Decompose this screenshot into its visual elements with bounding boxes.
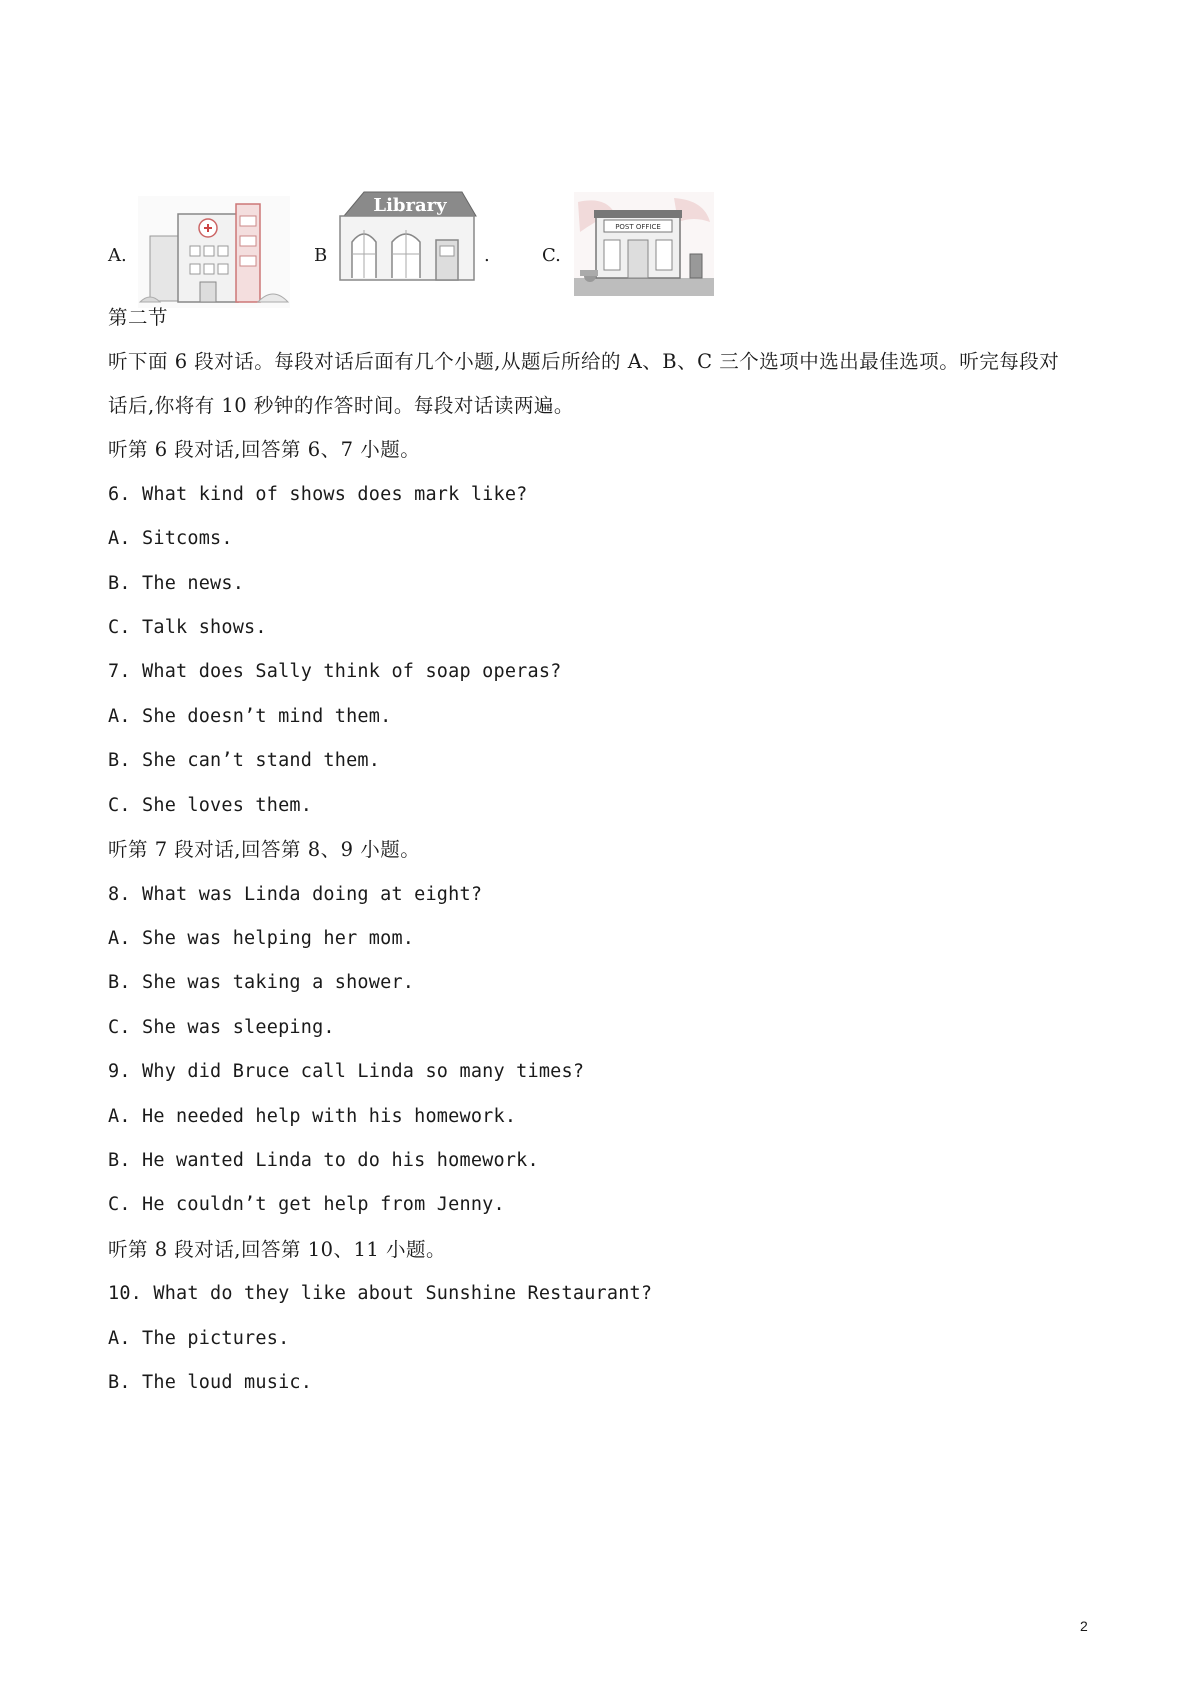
instructions-line-1: 听下面 6 段对话。每段对话后面有几个小题,从题后所给的 A、B、C 三个选项中选出最佳选项。听完每段对 xyxy=(108,350,1060,373)
q7-option-b: B. She can’t stand them. xyxy=(108,750,381,771)
picture-options xyxy=(108,196,1008,311)
section-title: 第二节 xyxy=(108,306,169,329)
q7-option-a: A. She doesn’t mind them. xyxy=(108,706,392,727)
q7-option-c: C. She loves them. xyxy=(108,795,313,816)
dialogue-6-heading: 听第 6 段对话,回答第 6、7 小题。 xyxy=(108,438,421,461)
q8-option-c: C. She was sleeping. xyxy=(108,1017,335,1038)
q8-option-a: A. She was helping her mom. xyxy=(108,928,415,949)
library-picture xyxy=(334,190,480,282)
trailing-dot: . xyxy=(484,245,490,266)
question-6: 6. What kind of shows does mark like? xyxy=(108,484,528,505)
page-number: 2 xyxy=(1080,1618,1088,1634)
question-8: 8. What was Linda doing at eight? xyxy=(108,884,483,905)
option-c-letter: C. xyxy=(542,245,561,266)
q10-option-b: B. The loud music. xyxy=(108,1372,313,1393)
q6-option-c: C. Talk shows. xyxy=(108,617,267,638)
option-a-letter: A. xyxy=(108,245,127,266)
q10-option-a: A. The pictures. xyxy=(108,1328,290,1349)
option-b-letter: B xyxy=(314,245,328,266)
question-10: 10. What do they like about Sunshine Restaurant? xyxy=(108,1283,653,1304)
q9-option-b: B. He wanted Linda to do his homework. xyxy=(108,1150,539,1171)
post-office-picture xyxy=(574,192,714,296)
instructions-line-2: 话后,你将有 10 秒钟的作答时间。每段对话读两遍。 xyxy=(108,394,574,417)
post-office-sign-text: POST OFFICE xyxy=(615,223,661,231)
library-sign-text: Library xyxy=(373,195,447,216)
dialogue-7-heading: 听第 7 段对话,回答第 8、9 小题。 xyxy=(108,838,421,861)
question-9: 9. Why did Bruce call Linda so many times? xyxy=(108,1061,585,1082)
q6-option-a: A. Sitcoms. xyxy=(108,528,233,549)
dialogue-8-heading: 听第 8 段对话,回答第 10、11 小题。 xyxy=(108,1238,447,1261)
q9-option-a: A. He needed help with his homework. xyxy=(108,1106,517,1127)
q6-option-b: B. The news. xyxy=(108,573,245,594)
question-7: 7. What does Sally think of soap operas? xyxy=(108,661,562,682)
hospital-picture xyxy=(138,196,290,308)
q8-option-b: B. She was taking a shower. xyxy=(108,972,415,993)
q9-option-c: C. He couldn’t get help from Jenny. xyxy=(108,1194,505,1215)
